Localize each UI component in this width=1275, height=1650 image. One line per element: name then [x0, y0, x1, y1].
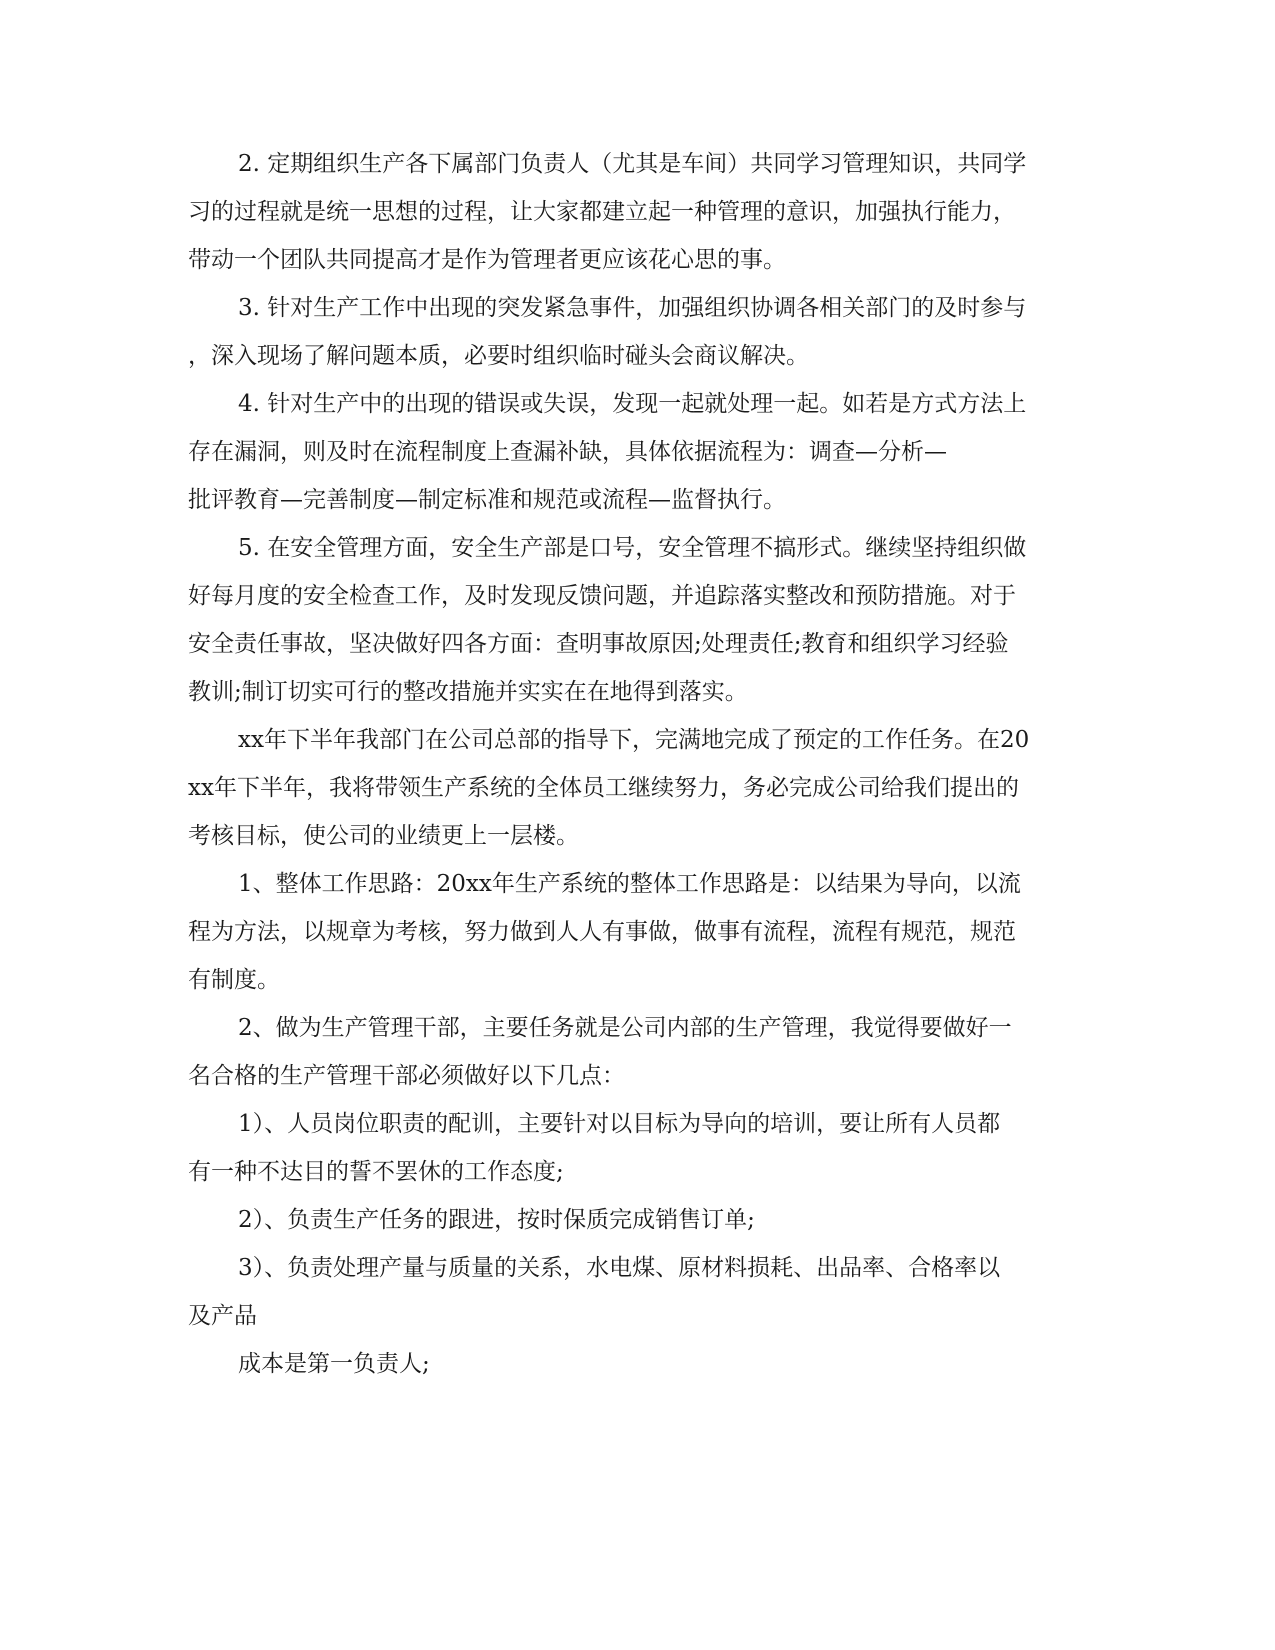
text-line: 1、整体工作思路：20xx年生产系统的整体工作思路是：以结果为导向，以流: [238, 871, 1021, 897]
text-line: xx年下半年，我将带领生产系统的全体员工继续努力，务必完成公司给我们提出的: [188, 775, 1019, 801]
text-line: 考核目标，使公司的业绩更上一层楼。: [188, 823, 579, 849]
text-line: 及产品: [188, 1303, 257, 1329]
text-line: 有一种不达目的誓不罢休的工作态度;: [188, 1159, 564, 1185]
text-line: 3. 针对生产工作中出现的突发紧急事件，加强组织协调各相关部门的及时参与: [238, 295, 1027, 321]
text-line: xx年下半年我部门在公司总部的指导下，完满地完成了预定的工作任务。在20: [238, 727, 1030, 753]
text-line: 程为方法，以规章为考核，努力做到人人有事做，做事有流程，流程有规范，规范: [188, 919, 1016, 945]
text-line: 带动一个团队共同提高才是作为管理者更应该花心思的事。: [188, 247, 786, 273]
text-line: 批评教育—完善制度—制定标准和规范或流程—监督执行。: [188, 487, 786, 513]
text-line: 有制度。: [188, 967, 280, 993]
text-line: 2）、负责生产任务的跟进，按时保质完成销售订单;: [238, 1207, 755, 1233]
document-body: [188, 140, 1088, 1388]
text-line: 成本是第一负责人;: [238, 1351, 430, 1377]
text-line: 教训;制订切实可行的整改措施并实实在在地得到落实。: [188, 679, 748, 705]
text-line: 安全责任事故，坚决做好四各方面：查明事故原因;处理责任;教育和组织学习经验: [188, 631, 1009, 657]
text-line: 2. 定期组织生产各下属部门负责人（尤其是车间）共同学习管理知识，共同学: [238, 151, 1027, 177]
text-line: 存在漏洞，则及时在流程制度上查漏补缺，具体依据流程为：调查—分析—: [188, 439, 947, 465]
text-line: 5. 在安全管理方面，安全生产部是口号，安全管理不搞形式。继续坚持组织做: [238, 535, 1027, 561]
text-line: 3）、负责处理产量与质量的关系，水电煤、原材料损耗、出品率、合格率以: [238, 1255, 1001, 1281]
text-line: 习的过程就是统一思想的过程，让大家都建立起一种管理的意识，加强执行能力，: [188, 199, 1016, 225]
text-line: 好每月度的安全检查工作，及时发现反馈问题，并追踪落实整改和预防措施。对于: [188, 583, 1016, 609]
text-line: 1）、人员岗位职责的配训，主要针对以目标为导向的培训，要让所有人员都: [238, 1111, 1001, 1137]
text-line: 4. 针对生产中的出现的错误或失误，发现一起就处理一起。如若是方式方法上: [238, 391, 1027, 417]
text-line: ，深入现场了解问题本质，必要时组织临时碰头会商议解决。: [188, 343, 809, 369]
text-line: 名合格的生产管理干部必须做好以下几点：: [188, 1063, 625, 1089]
text-line: 2、做为生产管理干部，主要任务就是公司内部的生产管理，我觉得要做好一: [238, 1015, 1012, 1041]
